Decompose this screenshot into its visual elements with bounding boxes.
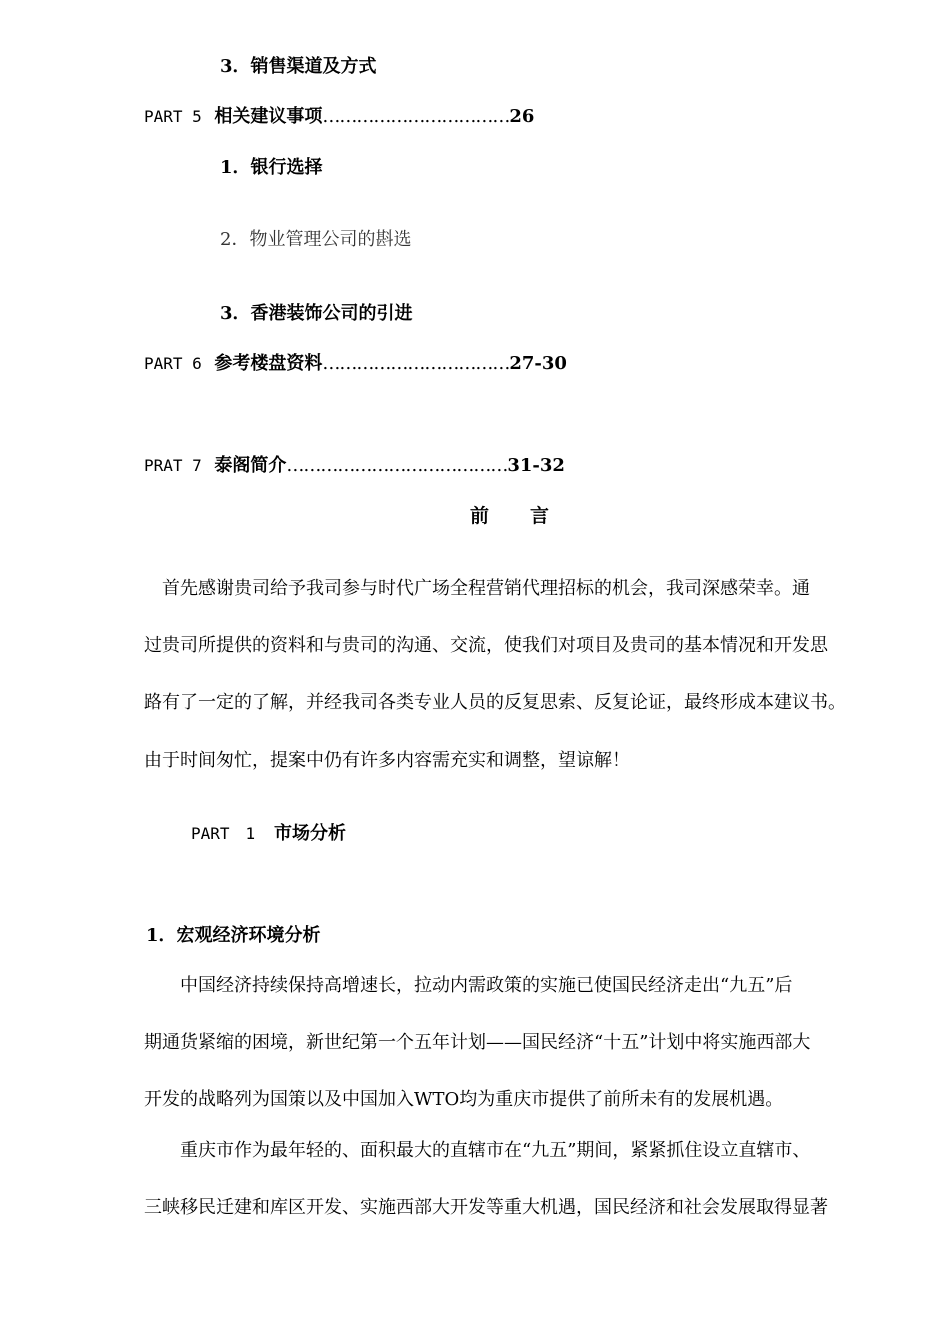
toc-part7-label: PRAT 7 xyxy=(144,456,202,475)
toc-part6 xyxy=(144,349,567,375)
toc-part6-dots: …………………………… xyxy=(322,353,510,374)
toc-part6-label: PART 6 xyxy=(144,354,202,373)
toc-item-decoration: 3．香港装饰公司的引进 xyxy=(220,303,413,324)
preface-line: 过贵司所提供的资料和与贵司的沟通、交流，使我们对项目及贵司的基本情况和开发思 xyxy=(144,635,828,656)
toc-part5-label: PART 5 xyxy=(144,107,202,126)
section1-line: 中国经济持续保持高增速长，拉动内需政策的实施已使国民经济走出“九五”后 xyxy=(144,975,793,996)
toc-part5-title: 相关建议事项 xyxy=(214,106,323,127)
toc-item-sales-channel: 3．销售渠道及方式 xyxy=(220,56,377,77)
section1-heading: 1．宏观经济环境分析 xyxy=(146,925,321,946)
toc-part7-dots: ………………………………… xyxy=(286,455,508,476)
section1-line: 期通货紧缩的困境，新世纪第一个五年计划——国民经济“十五”计划中将实施西部大 xyxy=(144,1032,811,1053)
part1-heading xyxy=(191,819,346,845)
part1-label: PART 1 xyxy=(191,824,256,843)
toc-part5-dots: …………………………… xyxy=(322,106,510,127)
part1-title: 市场分析 xyxy=(273,823,346,844)
section1-line: 开发的战略列为国策以及中国加入WTO均为重庆市提供了前所未有的发展机遇。 xyxy=(144,1089,784,1110)
section1-line: 三峡移民迁建和库区开发、实施西部大开发等重大机遇，国民经济和社会发展取得显著 xyxy=(144,1197,828,1218)
toc-part6-pages: 27-30 xyxy=(509,353,567,374)
section1-line: 重庆市作为最年轻的、面积最大的直辖市在“九五”期间，紧紧抓住设立直辖市、 xyxy=(144,1140,811,1161)
toc-item-bank: 1．银行选择 xyxy=(220,157,323,178)
preface-line: 由于时间匆忙，提案中仍有许多内容需充实和调整，望谅解！ xyxy=(144,750,630,771)
toc-part7-title: 泰阁简介 xyxy=(214,455,287,476)
preface-line: 首先感谢贵司给予我司参与时代广场全程营销代理招标的机会，我司深感荣幸。通 xyxy=(144,578,810,599)
preface-title: 前 言 xyxy=(469,505,550,527)
toc-item-property: 2．物业管理公司的斟选 xyxy=(220,229,412,250)
toc-part6-title: 参考楼盘资料 xyxy=(214,353,323,374)
toc-part7 xyxy=(144,451,565,477)
toc-part5 xyxy=(144,102,534,128)
preface-line: 路有了一定的了解，并经我司各类专业人员的反复思索、反复论证，最终形成本建议书。 xyxy=(144,692,846,713)
toc-part7-pages: 31-32 xyxy=(507,455,565,476)
toc-part5-pages: 26 xyxy=(509,106,535,127)
